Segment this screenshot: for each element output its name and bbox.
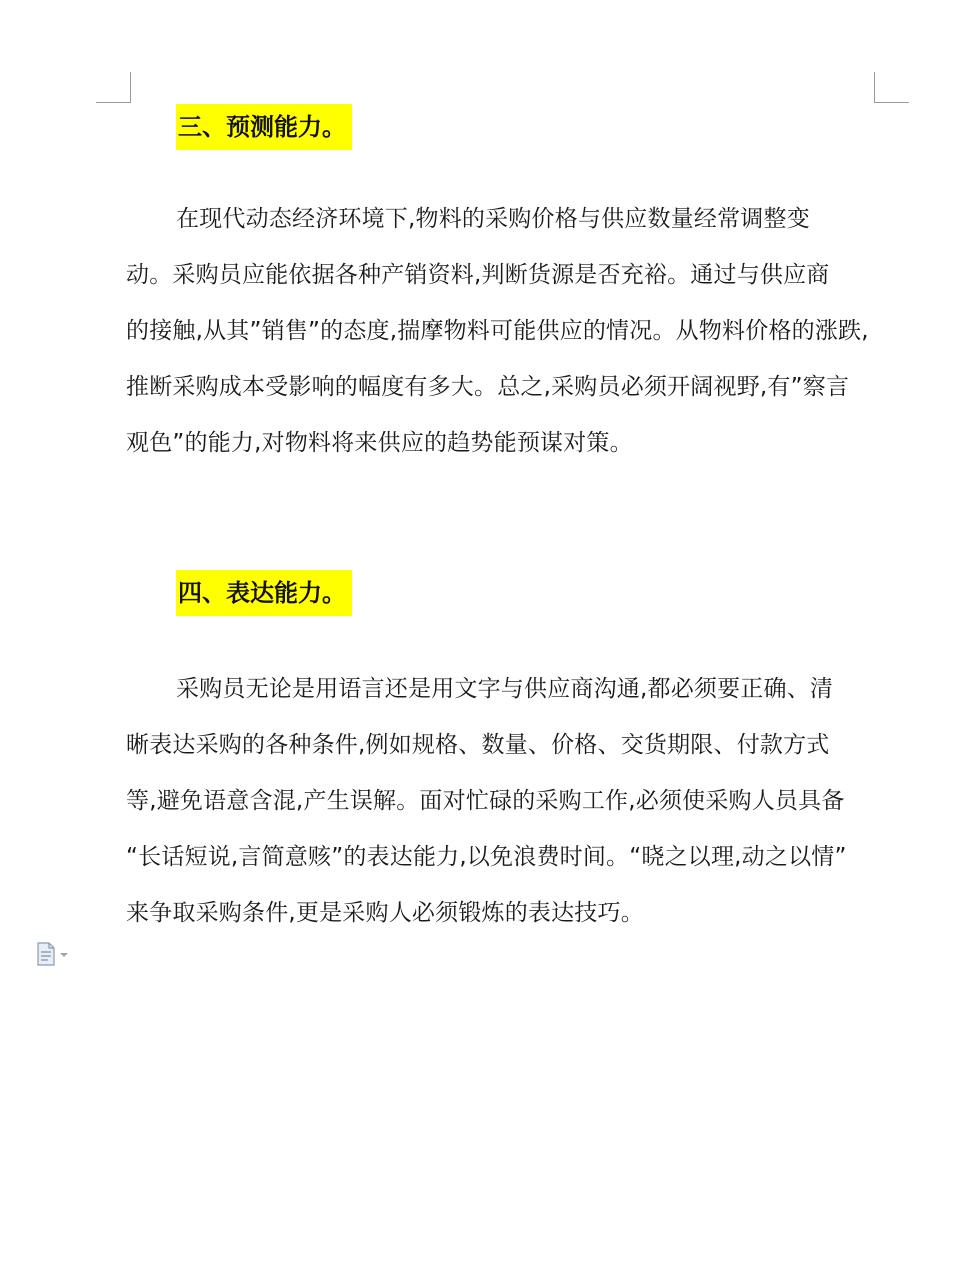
paste-options-button[interactable] bbox=[36, 942, 76, 966]
text-line: 动。采购员应能依据各种产销资料,判断货源是否充裕。通过与供应商 bbox=[126, 262, 830, 288]
text-line: 晰表达采购的各种条件,例如规格、数量、价格、交货期限、付款方式 bbox=[126, 732, 830, 758]
section-heading-expression[interactable]: 四、表达能力。 bbox=[176, 570, 352, 616]
margin-corner-top-right bbox=[874, 72, 909, 103]
section-heading-forecast[interactable]: 三、预测能力。 bbox=[176, 104, 352, 150]
text-line: 的接触,从其”销售”的态度,揣摩物料可能供应的情况。从物料价格的涨跌, bbox=[126, 318, 869, 344]
chevron-down-icon bbox=[60, 953, 68, 957]
text-line: 推断采购成本受影响的幅度有多大。总之,采购员必须开阔视野,有”察言 bbox=[126, 374, 850, 400]
text-line: “长话短说,言简意赅”的表达能力,以免浪费时间。“晓之以理,动之以情” bbox=[126, 844, 847, 870]
text-line: 观色”的能力,对物料将来供应的趋势能预谋对策。 bbox=[126, 430, 633, 456]
text-line: 在现代动态经济环境下,物料的采购价格与供应数量经常调整变 bbox=[176, 206, 810, 232]
text-line: 采购员无论是用语言还是用文字与供应商沟通,都必须要正确、清 bbox=[176, 676, 834, 702]
paragraph-forecast[interactable] bbox=[126, 191, 886, 471]
text-line: 等,避免语意含混,产生误解。面对忙碌的采购工作,必须使采购人员具备 bbox=[126, 788, 845, 814]
paragraph-expression[interactable] bbox=[126, 661, 886, 941]
text-line: 来争取采购条件,更是采购人必须锻炼的表达技巧。 bbox=[126, 900, 644, 926]
margin-corner-top-left bbox=[96, 72, 131, 103]
document-icon bbox=[36, 942, 56, 966]
